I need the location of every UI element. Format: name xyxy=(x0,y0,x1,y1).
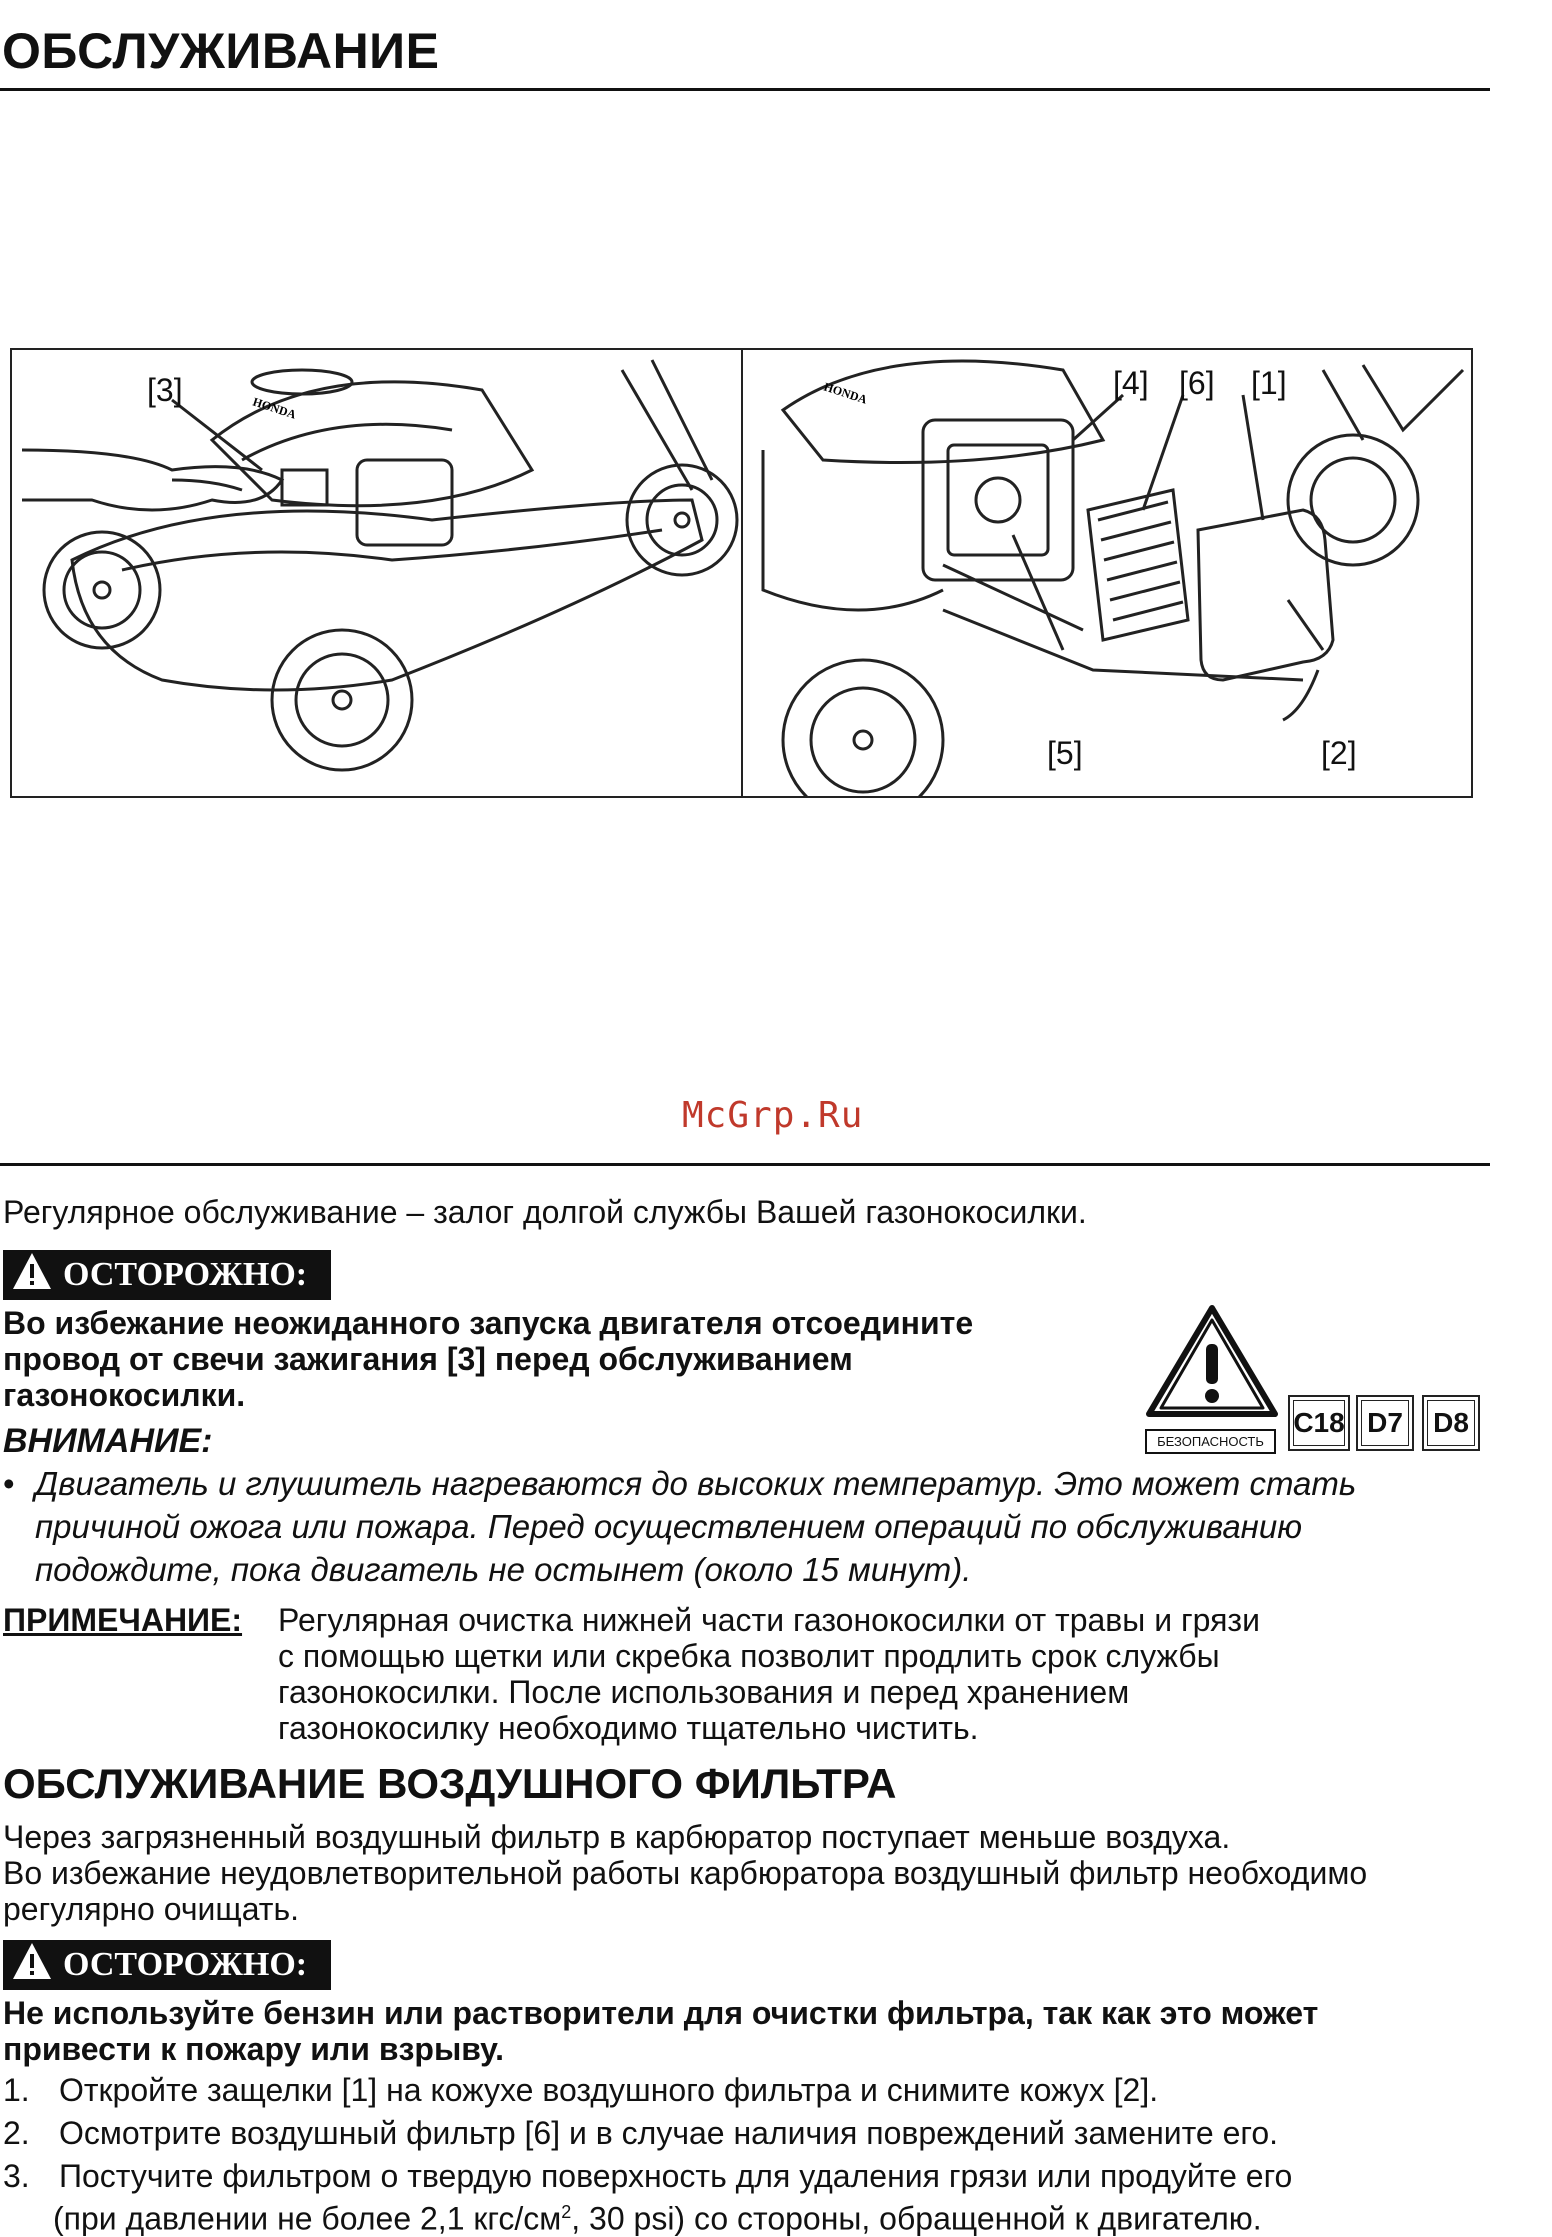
section-line: Через загрязненный воздушный фильтр в карбюратор поступает меньше воздуха. xyxy=(3,1819,1231,1855)
step-3-continuation xyxy=(3,2194,1548,2237)
notice-heading: ВНИМАНИЕ: xyxy=(3,1422,213,1460)
section-rule xyxy=(0,1163,1490,1166)
notice-line: причиной ожога или пожара. Перед осуществлением операций по обслуживанию xyxy=(35,1508,1303,1545)
list-item xyxy=(3,2158,1548,2194)
safety-code-c18: C18 xyxy=(1288,1395,1350,1451)
figure-right-panel xyxy=(743,350,1473,796)
caution-1-text xyxy=(3,1305,1123,1413)
caution-1-line: Во избежание неожиданного запуска двигателя отсоедините xyxy=(3,1305,974,1341)
illustration-figure xyxy=(10,348,1473,798)
step-number: 2. xyxy=(3,2115,30,2151)
page-title: ОБСЛУЖИВАНИЕ xyxy=(2,23,440,79)
caution-banner-2 xyxy=(3,1940,331,1990)
note-text xyxy=(278,1602,1478,1746)
note-line: с помощью щетки или скребка позволит продлить срок службы xyxy=(278,1638,1220,1674)
list-item xyxy=(3,2115,1548,2158)
notice-text xyxy=(35,1462,1515,1591)
section-text xyxy=(3,1819,1548,1927)
notice-line: Двигатель и глушитель нагреваются до высоких температур. Это может стать xyxy=(35,1465,1357,1502)
steps-list xyxy=(3,2072,1548,2237)
note-line: Регулярная очистка нижней части газонокосилки от травы и грязи xyxy=(278,1602,1260,1638)
watermark: McGrp.Ru xyxy=(682,1095,864,1136)
caution-banner-label: ОСТОРОЖНО: xyxy=(63,1946,308,1983)
caution-2-text xyxy=(3,1995,1548,2067)
note-label: ПРИМЕЧАНИЕ: xyxy=(3,1602,243,1638)
safety-code-d7: D7 xyxy=(1356,1395,1414,1451)
caution-2-line: Не используйте бензин или растворители для очистки фильтра, так как это может xyxy=(3,1995,1319,2031)
caution-1-line: провод от свечи зажигания [3] перед обслуживанием xyxy=(3,1341,853,1377)
note-line: газонокосилки. После использования и перед хранением xyxy=(278,1674,1130,1710)
air-filter-illustration xyxy=(743,350,1473,796)
step-number: 1. xyxy=(3,2072,30,2108)
notice-line: подождите, пока двигатель не остынет (около 15 минут). xyxy=(35,1551,972,1588)
callout-6: [6] xyxy=(1179,365,1215,401)
step-text: Осмотрите воздушный фильтр [6] и в случае наличия повреждений замените его. xyxy=(59,2115,1279,2151)
step-3-cont-sup: 2 xyxy=(561,2202,572,2222)
intro-text: Регулярное обслуживание – залог долгой службы Вашей газонокосилки. xyxy=(3,1194,1087,1230)
safety-symbol xyxy=(1145,1302,1280,1452)
step-number: 3. xyxy=(3,2158,30,2194)
safety-label: БЕЗОПАСНОСТЬ xyxy=(1145,1429,1276,1454)
callout-2: [2] xyxy=(1321,735,1357,771)
callout-3: [3] xyxy=(147,372,183,408)
caution-banner-label: ОСТОРОЖНО: xyxy=(63,1256,308,1293)
safety-code-d8: D8 xyxy=(1422,1395,1480,1451)
notice-bullet: • xyxy=(3,1465,15,1502)
step-3-cont-pre: (при давлении не более 2,1 кгс/см xyxy=(53,2200,562,2237)
step-text: Откройте защелки [1] на кожухе воздушного фильтра и снимите кожух [2]. xyxy=(59,2072,1159,2108)
safety-warning-icon xyxy=(1145,1302,1280,1420)
step-3-cont-post: , 30 psi) со стороны, обращенной к двигателю. xyxy=(571,2200,1262,2237)
note-line: газонокосилку необходимо тщательно чистить. xyxy=(278,1710,979,1746)
brand-text: HONDA xyxy=(251,394,298,422)
caution-banner-1 xyxy=(3,1250,331,1300)
callout-4: [4] xyxy=(1113,365,1149,401)
figure-left-panel xyxy=(12,350,741,796)
section-line: Во избежание неудовлетворительной работы карбюратора воздушный фильтр необходимо xyxy=(3,1855,1368,1891)
caution-2-line: привести к пожару или взрыву. xyxy=(3,2031,505,2067)
callout-5: [5] xyxy=(1047,735,1083,771)
caution-1-line: газонокосилки. xyxy=(3,1377,246,1413)
header-rule xyxy=(0,88,1490,91)
warning-triangle-icon xyxy=(11,1251,53,1300)
warning-triangle-icon xyxy=(11,1941,53,1990)
brand-text-right: HONDA xyxy=(822,379,869,407)
callout-1: [1] xyxy=(1251,365,1287,401)
step-text: Постучите фильтром о твердую поверхность для удаления грязи или продуйте его xyxy=(59,2158,1293,2194)
section-line: регулярно очищать. xyxy=(3,1891,299,1927)
list-item xyxy=(3,2072,1548,2115)
section-heading: ОБСЛУЖИВАНИЕ ВОЗДУШНОГО ФИЛЬТРА xyxy=(3,1760,897,1807)
mower-spark-plug-illustration xyxy=(12,350,741,796)
